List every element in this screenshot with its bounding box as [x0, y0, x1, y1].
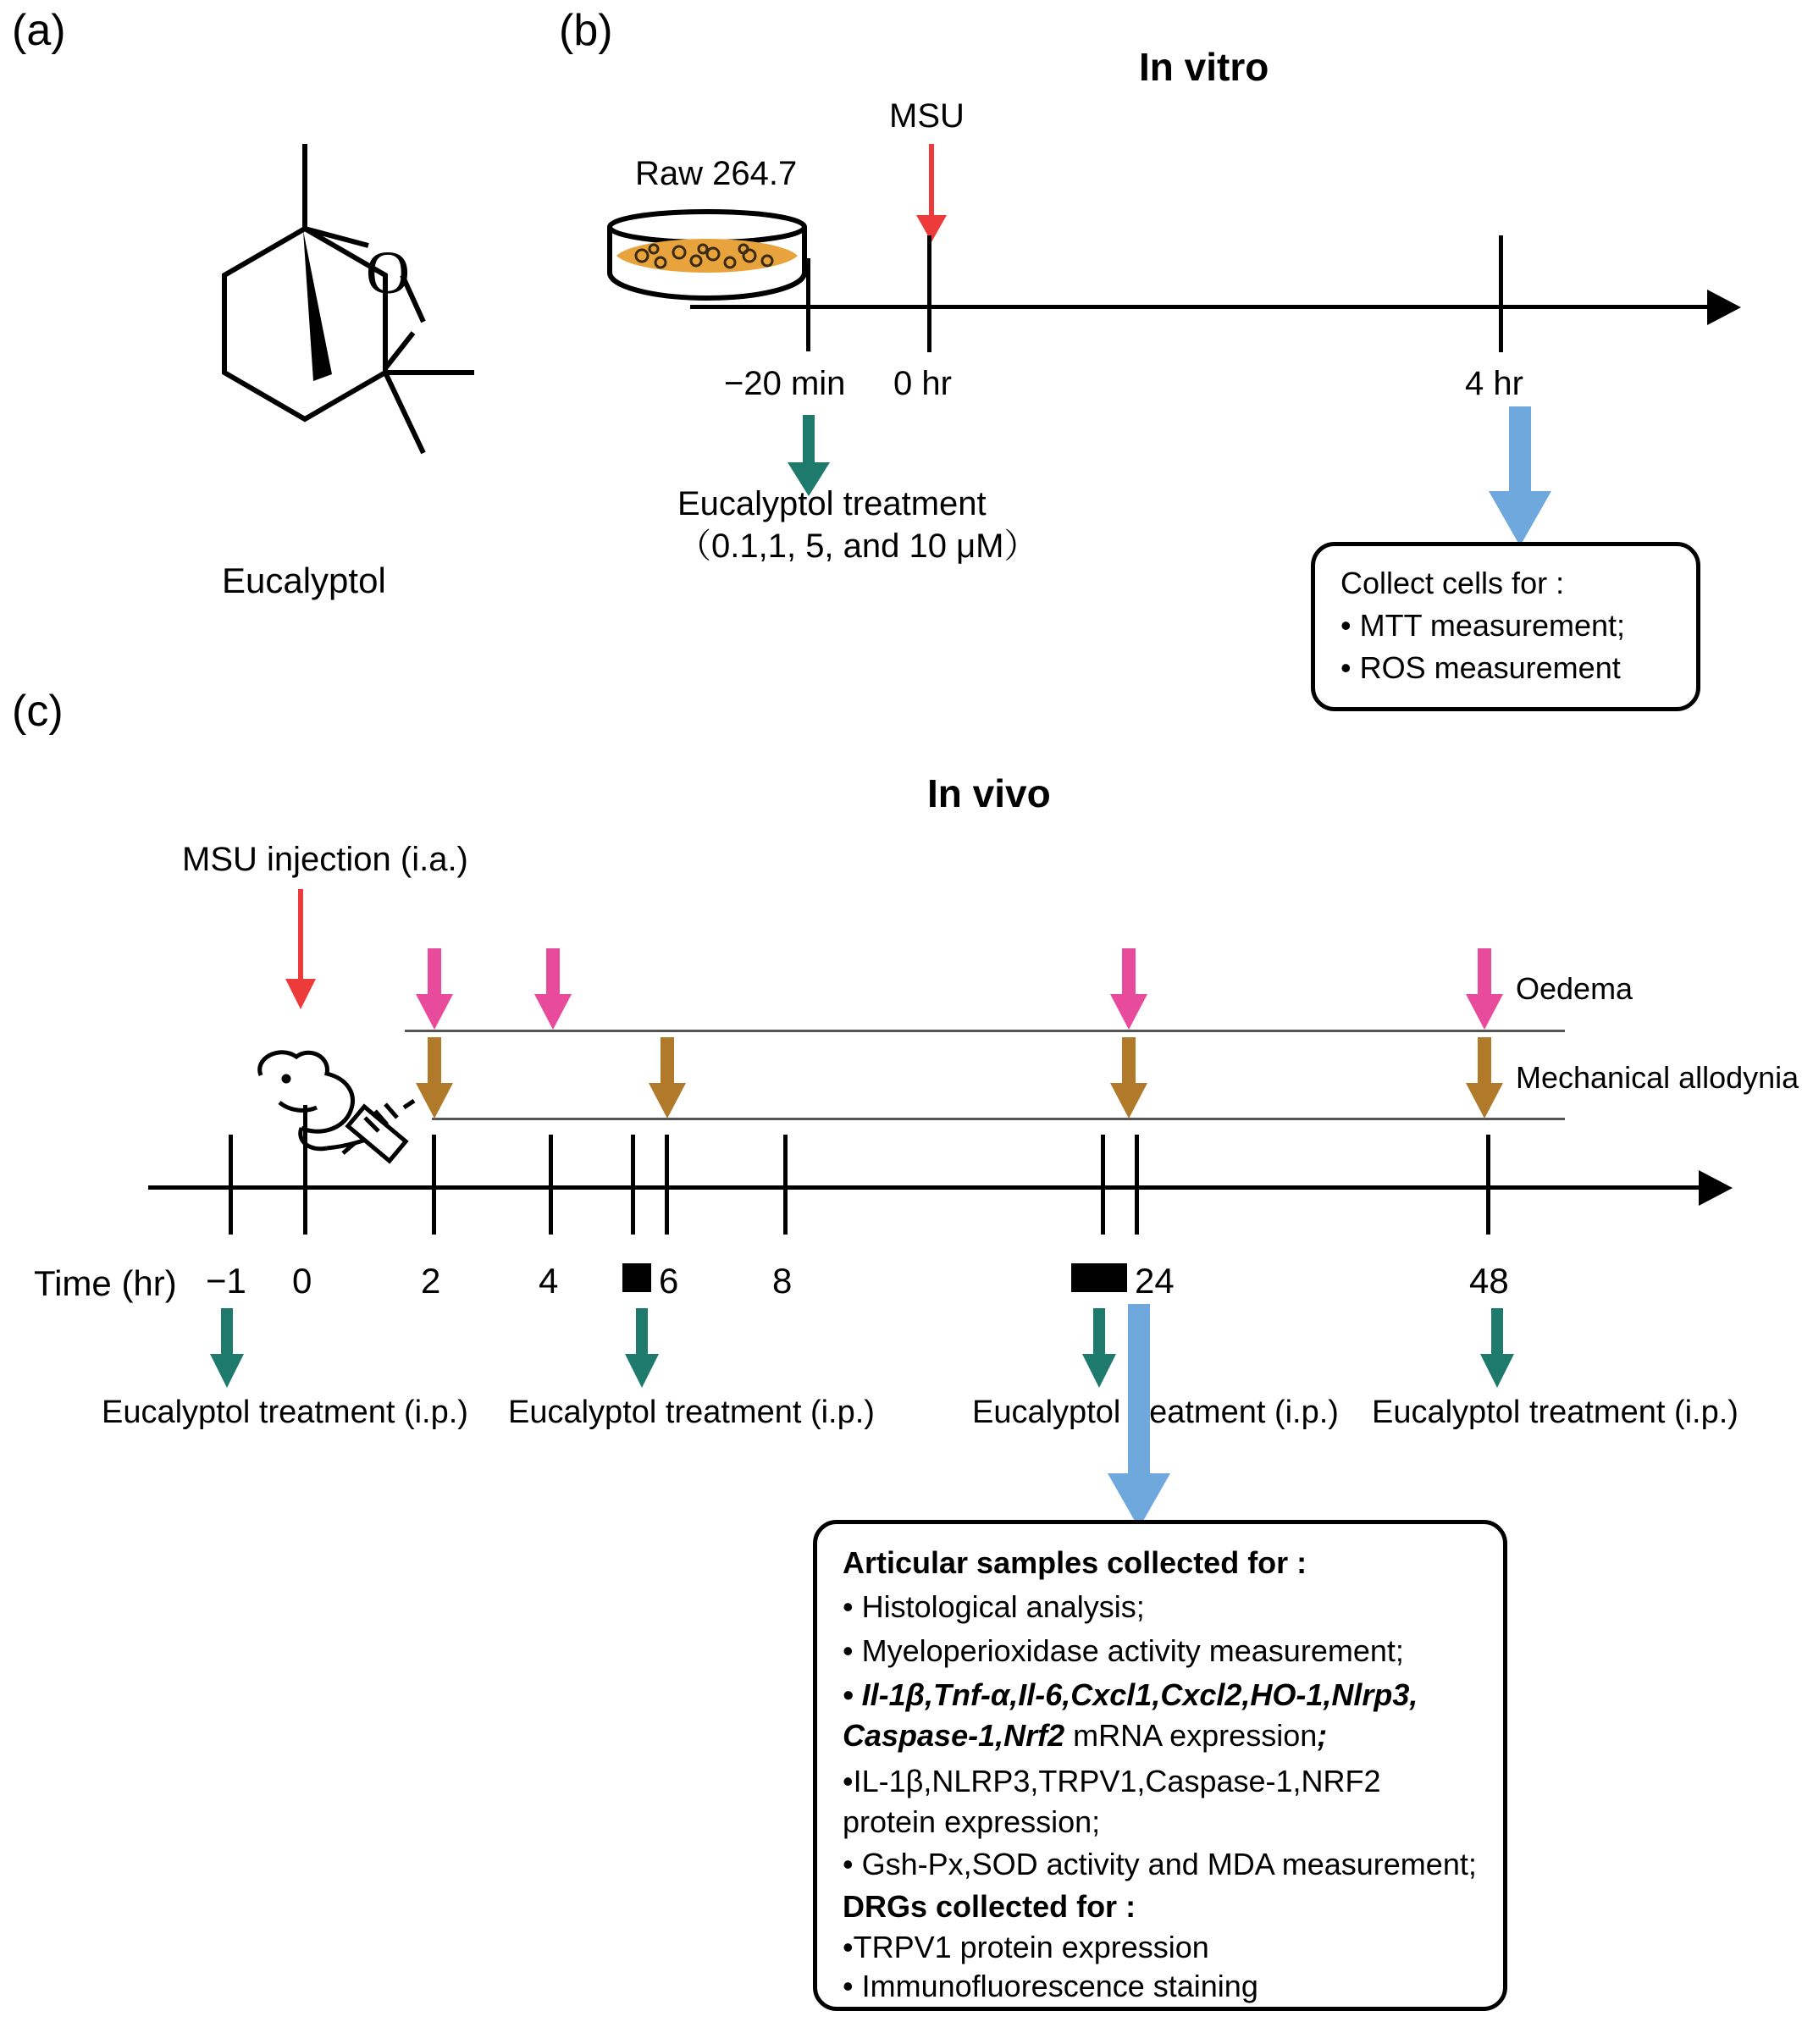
- invivo-axis-arrowhead: [1694, 1167, 1736, 1209]
- oedema-arrow-24hr: [1105, 948, 1153, 1033]
- invivo-ticklabel-48: 48: [1469, 1261, 1509, 1301]
- invivo-collect-genes-line1: • Il-1β,Tnf-α,Il-6,Cxcl1,Cxcl2,HO-1,Nlrp3,: [843, 1677, 1418, 1712]
- invivo-tick--1: [229, 1135, 233, 1235]
- invivo-tick-6: [665, 1135, 669, 1235]
- invitro-collect-item-1: • ROS measurement: [1340, 650, 1621, 685]
- cell-dish-icon: [601, 212, 813, 305]
- invitro-ticklabel-2: 4 hr: [1465, 365, 1523, 402]
- invivo-collect-title-1: Articular samples collected for :: [843, 1545, 1307, 1580]
- oedema-arrow-48hr: [1461, 948, 1508, 1033]
- allodynia-arrow-24hr: [1105, 1037, 1153, 1122]
- allodynia-arrow-48hr: [1461, 1037, 1508, 1122]
- invivo-tick-2: [432, 1135, 436, 1235]
- invitro-collect-box: [1311, 542, 1700, 711]
- oedema-label: Oedema: [1516, 971, 1633, 1006]
- invivo-collect-item-3: protein expression;: [843, 1804, 1101, 1839]
- invivo-ticklabel-0: 0: [292, 1261, 312, 1301]
- invivo-collect-item-0: • Histological analysis;: [843, 1589, 1145, 1624]
- invivo-tick-4: [549, 1135, 553, 1235]
- invitro-treatment-line2: （0.1,1, 5, and 10 μM）: [677, 528, 1038, 565]
- invitro-timeline-axis: [690, 305, 1715, 309]
- treatment-label-1: Eucalyptol treatment (i.p.): [102, 1395, 468, 1430]
- invivo-collect-title-2: DRGs collected for :: [843, 1889, 1136, 1924]
- oedema-arrow-2hr: [411, 948, 458, 1033]
- invivo-tick-24: [1135, 1135, 1139, 1235]
- invivo-ticklabel-6: 6: [659, 1261, 679, 1301]
- invivo-tick-23: [1101, 1135, 1105, 1235]
- invivo-ticklabel-24: 24: [1135, 1261, 1175, 1301]
- invivo-ticklabel-4: 4: [539, 1261, 559, 1301]
- in-vivo-title: In vivo: [927, 771, 1051, 815]
- invivo-tick-0: [303, 1105, 307, 1235]
- allodynia-arrow-6hr: [644, 1037, 691, 1122]
- axis-break-marker-1: [622, 1263, 651, 1292]
- treatment-label-2: Eucalyptol treatment (i.p.): [508, 1395, 875, 1430]
- invivo-collect-item-6: • Immunofluorescence staining: [843, 1969, 1258, 2003]
- invitro-collect-item-0: • MTT measurement;: [1340, 608, 1626, 643]
- invivo-collect-item-4: • Gsh-Px,SOD activity and MDA measurement;: [843, 1847, 1477, 1881]
- oxygen-label: O: [366, 239, 410, 307]
- invivo-collect-item-5: •TRPV1 protein expression: [843, 1930, 1209, 1964]
- invitro-tick-1: [927, 235, 931, 352]
- msu-injection-label: MSU injection (i.a.): [182, 841, 468, 878]
- invivo-tick-8: [783, 1135, 788, 1235]
- in-vitro-title: In vitro: [1139, 45, 1269, 89]
- panel-c-label: (c): [12, 687, 64, 736]
- eucalyptol-caption: Eucalyptol: [222, 561, 386, 600]
- treatment-arrow-1: [203, 1308, 251, 1391]
- panel-b-label: (b): [559, 6, 613, 55]
- treatment-arrow-2: [618, 1308, 666, 1391]
- treatment-arrow-4: [1473, 1308, 1521, 1391]
- treatment-label-3: Eucalyptol treatment (i.p.): [972, 1395, 1339, 1430]
- invivo-ticklabel--1: −1: [206, 1261, 246, 1301]
- invitro-ticklabel-1: 0 hr: [893, 365, 952, 402]
- treatment-label-4: Eucalyptol treatment (i.p.): [1372, 1395, 1738, 1430]
- allodynia-arrow-2hr: [411, 1037, 458, 1122]
- cell-line-label: Raw 264.7: [635, 155, 798, 192]
- oedema-guide-line: [405, 1030, 1565, 1032]
- invivo-collect-box: [813, 1520, 1507, 2011]
- invivo-collect-item-2: •IL-1β,NLRP3,TRPV1,Caspase-1,NRF2: [843, 1764, 1381, 1798]
- time-axis-label: Time (hr): [34, 1263, 177, 1303]
- invivo-tick-5: [631, 1135, 635, 1235]
- invivo-timeline-axis: [148, 1185, 1706, 1190]
- msu-arrow-invitro: [906, 144, 957, 246]
- invivo-ticklabel-8: 8: [772, 1261, 793, 1301]
- invitro-tick-2: [1499, 235, 1503, 352]
- allodynia-label: Mechanical allodynia: [1516, 1060, 1799, 1095]
- collect-arrow-invitro: [1473, 406, 1567, 550]
- invitro-tick-0: [806, 258, 810, 351]
- invivo-ticklabel-2: 2: [421, 1261, 441, 1301]
- axis-break-marker-2: [1071, 1263, 1127, 1292]
- invitro-axis-arrowhead: [1702, 286, 1744, 329]
- panel-a-label: (a): [12, 6, 66, 55]
- invivo-collect-genes-line2: Caspase-1,Nrf2: [843, 1718, 1065, 1753]
- oedema-arrow-4hr: [529, 948, 577, 1033]
- invivo-tick-48: [1486, 1135, 1490, 1235]
- invitro-treatment-line1: Eucalyptol treatment: [677, 485, 987, 522]
- allodynia-guide-line: [432, 1118, 1565, 1120]
- msu-label-invitro: MSU: [889, 97, 965, 135]
- invivo-collect-mrna-text: mRNA expression: [1064, 1718, 1318, 1753]
- invitro-collect-title: Collect cells for :: [1340, 566, 1565, 600]
- collect-arrow-invivo: [1092, 1304, 1186, 1533]
- msu-injection-arrow: [275, 889, 326, 1012]
- invivo-collect-item-1: • Myeloperioxidase activity measurement;: [843, 1633, 1404, 1668]
- eucalyptol-structure: [144, 127, 550, 533]
- invitro-ticklabel-0: −20 min: [724, 365, 846, 402]
- invivo-collect-genes-semicolon: ;: [1317, 1718, 1328, 1753]
